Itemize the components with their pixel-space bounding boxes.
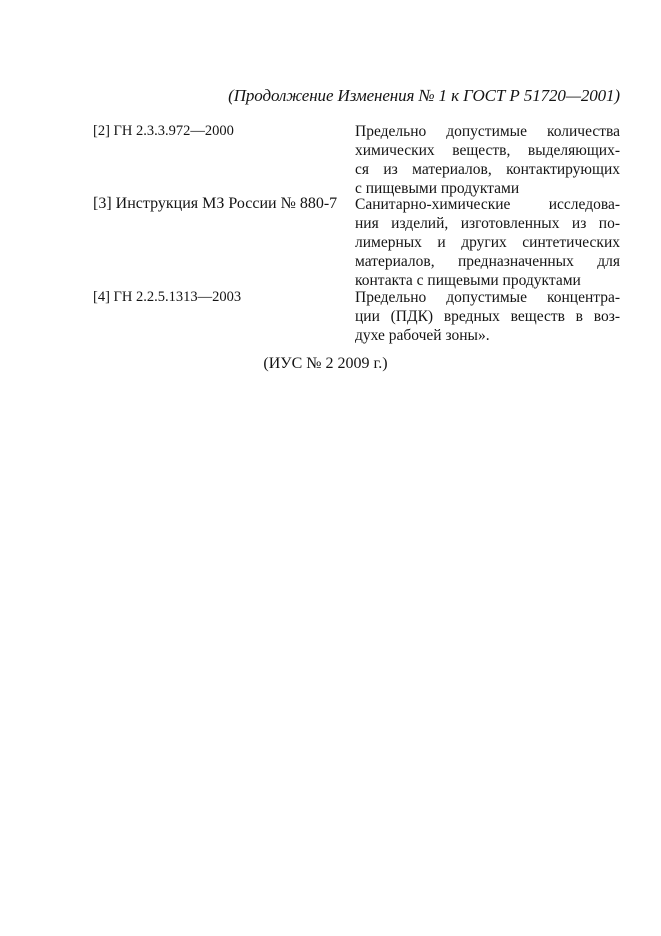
description-line: ся из материалов, контактирующих: [355, 161, 620, 178]
reference-item-4: [93, 288, 620, 358]
reference-item-2: [93, 122, 620, 195]
references-list: [93, 122, 620, 358]
description-line: химических веществ, выделяющих-: [355, 142, 620, 159]
description-line: материалов, предназначенных для: [355, 253, 620, 270]
reference-label: [4] ГН 2.2.5.1313—2003: [93, 289, 242, 305]
reference-label: [3] Инструкция МЗ России № 880-7: [93, 195, 338, 212]
description-line: Предельно допустимые количества: [355, 123, 620, 140]
description-line: лимерных и других синтетических: [355, 234, 620, 251]
reference-description: [355, 122, 620, 198]
description-line: ния изделий, изготовленных из по-: [355, 215, 620, 232]
description-line: Санитарно-химические исследова-: [355, 196, 620, 213]
reference-item-3: [93, 195, 620, 288]
description-line: ции (ПДК) вредных веществ в воз-: [355, 308, 620, 325]
continuation-header: (Продолжение Изменения № 1 к ГОСТ Р 51720—2001): [228, 86, 620, 105]
description-line: контакта с пищевыми продуктами: [355, 272, 581, 289]
ius-footer-note: (ИУС № 2 2009 г.): [263, 355, 388, 372]
reference-label: [2] ГН 2.3.3.972—2000: [93, 123, 234, 139]
description-line: с пищевыми продуктами: [355, 180, 520, 197]
reference-description: [355, 288, 620, 345]
description-line: Предельно допустимые концентра-: [355, 289, 620, 306]
description-line: духе рабочей зоны».: [355, 327, 490, 344]
reference-description: [355, 195, 620, 290]
